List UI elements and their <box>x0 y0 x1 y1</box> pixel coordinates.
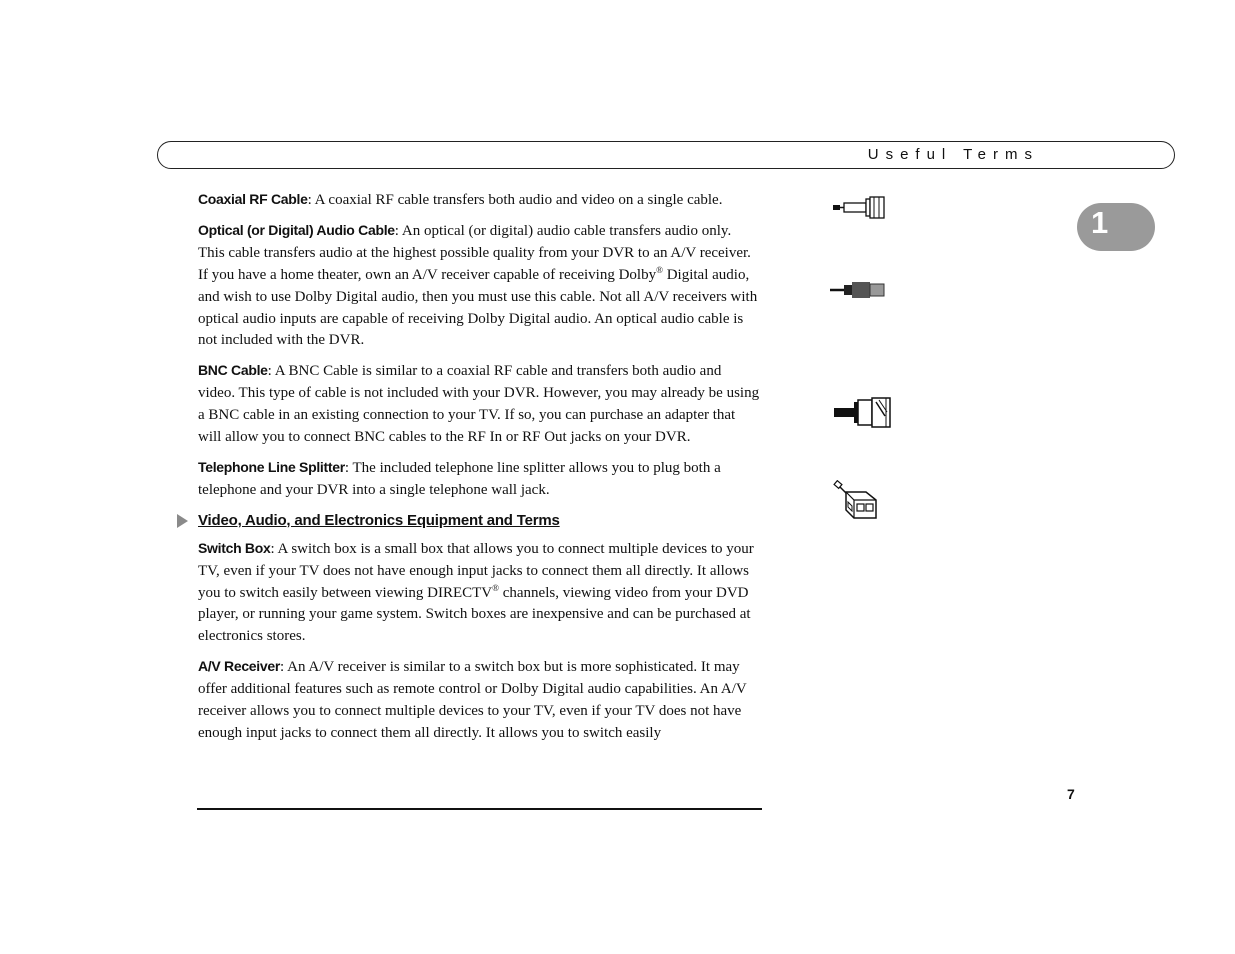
term-description: : A BNC Cable is similar to a coaxial RF cable and transfers both audio and video. This type of cable is not included with your DVR. However, you may already be using a BNC cable in an existing connection to your TV. If so, you can purchase an adapter that will allow you to connect BNC cables to the RF In or RF Out jacks on your DVR. <box>198 363 760 446</box>
term-label: Telephone Line Splitter <box>198 458 345 475</box>
term-description: : A coaxial RF cable transfers both audio and video on a single cable. <box>307 192 723 208</box>
section-heading <box>198 510 760 532</box>
term-entry <box>198 360 760 449</box>
term-description-cont: Digital audio, and wish to use Dolby Digital audio, then you must use this cable. Not all A/V receivers with optical audio inputs are capable of receiving Dolby Digital audio. An optical audio cable is not included with the DVR. <box>198 266 758 349</box>
term-label: Optical (or Digital) Audio Cable <box>198 221 395 238</box>
registered-mark: ® <box>656 264 663 275</box>
term-description: : An A/V receiver is similar to a switch box but is more sophisticated. It may offer additional features such as remote control or Dolby Digital audio capabilities. An A/V receiver allows you to connect multiple devices to your TV, even if your TV does not have enough input jacks to connect them all directly. It allows you to switch easily <box>198 659 747 741</box>
term-description: : An optical (or digital) audio cable transfers audio only. This cable transfers audio at the highest possible quality from your DVR to an A/V receiver. If you have a home theater, own an A/V receiver capable of receiving Dolby <box>198 222 751 283</box>
term-entry <box>198 457 760 502</box>
term-entry <box>198 189 760 212</box>
chapter-number: 1 <box>1091 205 1109 240</box>
term-description: : The included telephone line splitter allows you to plug both a telephone and your DVR into a single telephone wall jack. <box>198 459 721 498</box>
term-label: BNC Cable <box>198 362 268 379</box>
triangle-bullet-icon <box>177 514 188 528</box>
bnc-cable-icon <box>832 396 894 430</box>
optical-cable-icon <box>828 278 888 302</box>
header-title: Useful Terms <box>867 146 1039 163</box>
coaxial-cable-icon <box>830 195 890 221</box>
term-label: Switch Box <box>198 539 271 556</box>
term-label: A/V Receiver <box>198 658 281 675</box>
phone-splitter-icon <box>832 480 882 526</box>
page-content <box>198 189 760 753</box>
term-entry <box>198 220 760 352</box>
running-header <box>157 141 1175 169</box>
page-number: 7 <box>1067 786 1075 802</box>
term-entry <box>198 538 760 649</box>
term-entry <box>198 656 760 745</box>
registered-mark: ® <box>492 582 499 593</box>
section-heading-text: Video, Audio, and Electronics Equipment and Terms <box>198 511 560 529</box>
chapter-tab <box>1077 203 1155 251</box>
term-label: Coaxial RF Cable <box>198 191 308 207</box>
term-description-cont: channels, viewing video from your DVD player, or running your game system. Switch boxes are inexpensive and can be purchased at electronics stores. <box>198 584 751 645</box>
term-description: : A switch box is a small box that allows you to connect multiple devices to your TV, even if your TV does not have enough input jacks to connect them all directly. It allows you to switch easily between viewing DIRECTV <box>198 540 754 601</box>
footer-rule <box>197 808 762 810</box>
